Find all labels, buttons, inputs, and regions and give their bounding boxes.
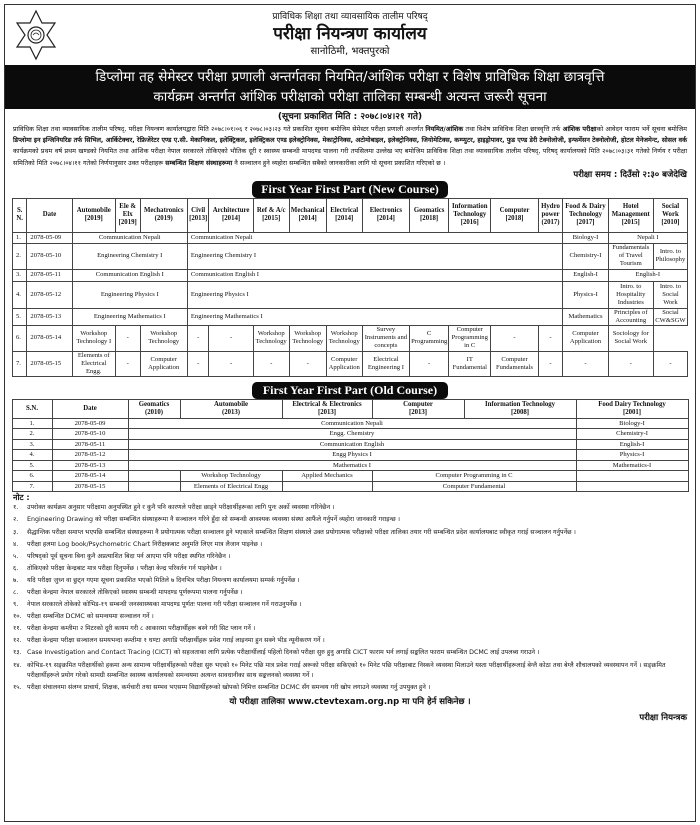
subject-cell: Chemistry-I	[563, 243, 608, 269]
column-header-text: Mechatronics	[143, 207, 184, 215]
subject-cell	[576, 481, 688, 492]
column-header	[538, 198, 563, 232]
column-header	[464, 399, 576, 418]
column-header-text: [2015]	[621, 219, 640, 227]
column-header-text: Architecture	[212, 207, 250, 215]
column-header	[282, 399, 372, 418]
date-cell: 2078-05-09	[27, 232, 72, 243]
subject-cell: Engineering Chemistry I	[72, 243, 187, 269]
column-header-text: Mechanical	[290, 207, 325, 215]
note-item	[13, 552, 687, 563]
column-header	[180, 399, 282, 418]
note-number: ९.	[13, 601, 19, 609]
note-item	[13, 612, 687, 623]
subject-cell: -	[563, 351, 608, 376]
subject-cell: Elements of Electrical Engg.	[72, 351, 115, 376]
subject-cell: Biology-I	[563, 232, 608, 243]
subject-cell: Workshop Technology	[326, 325, 362, 351]
date-cell: 2078-05-14	[52, 471, 128, 482]
note-text: परिषद्को पूर्व सूचना बिना कुनै अप्रत्याशित बिदा पर्न आएमा पनि परीक्षा स्थगित गरिनेछैन ।	[27, 552, 231, 560]
new-course-table	[12, 198, 688, 377]
note-text: परीक्षा सम्बन्धित DCMC को समन्वयमा सञ्चालन गर्ने ।	[27, 613, 154, 621]
column-header-text: [2018]	[505, 215, 524, 223]
sn-cell: 6.	[13, 325, 27, 351]
note-text: परीक्षा केन्द्रमा नेपाल सरकारले तोकिएको स्वास्थ्य सम्बन्धी मापदण्ड पूर्णरूपमा पालना गर्नुपर्नेछ ।	[27, 588, 243, 596]
note-item	[13, 576, 687, 587]
sn-cell: 7.	[12, 481, 52, 492]
subject-cell: Principles of Accounting	[608, 308, 653, 325]
subject-cell: -	[253, 351, 289, 376]
subject-cell: English-I	[608, 269, 687, 281]
column-header-text: Automobile	[76, 207, 111, 215]
table-row	[12, 460, 688, 471]
subject-cell: Social CW&SGW	[655, 308, 686, 324]
new-course-title: First Year First Part (New Course)	[252, 181, 448, 198]
table-row	[12, 450, 688, 461]
column-header	[576, 399, 688, 418]
date-cell: 2078-05-11	[27, 269, 72, 281]
note-number: १४.	[13, 661, 22, 669]
column-header-text: [2016]	[460, 219, 479, 227]
subject-cell: -	[538, 351, 563, 376]
subject-cell: Communication English	[128, 439, 576, 450]
column-header	[115, 198, 140, 232]
column-header	[27, 198, 72, 232]
sn-cell: 5.	[13, 308, 27, 325]
subject-cell: Fundamentals of Travel Tourism	[608, 243, 653, 269]
column-header-text: Hydro	[541, 203, 560, 211]
subject-cell: Communication English I	[72, 269, 187, 281]
note-number: ५.	[13, 552, 19, 560]
table-row	[13, 308, 688, 325]
date-cell: 2078-05-12	[27, 281, 72, 308]
column-header-text: [2017]	[576, 219, 595, 227]
subject-cell: English-I	[576, 439, 688, 450]
column-header-text: Civil	[191, 207, 206, 215]
subject-cell: Biology-I	[576, 418, 688, 429]
nepal-star-emblem-icon	[13, 9, 59, 61]
note-text: तोकिएको परीक्षा केन्द्रबाट मात्र परीक्षा दिनुपर्नेछ । परीक्षा केन्द्र परिवर्तन गर्न पाइनेछैन ।	[27, 564, 222, 572]
column-header-text: N.	[16, 215, 23, 223]
date-cell: 2078-05-15	[27, 351, 72, 376]
sn-cell: 7.	[13, 351, 27, 376]
note-text: परीक्षा केन्द्रमा कम्तीमा २ मिटरको दूरी कायम गरी ८ आकारमा परीक्षार्थीहरू बस्ने गरी सिट प्लान गर्ने ।	[27, 625, 256, 633]
subject-cell: Electrical Engineering I	[362, 351, 409, 376]
note-number: ६.	[13, 564, 19, 572]
note-item	[13, 564, 687, 575]
subject-cell: -	[209, 325, 253, 351]
subject-cell: Chemistry-I	[576, 429, 688, 440]
column-header-text: [2014]	[298, 215, 317, 223]
note-number: १०.	[13, 613, 22, 621]
note-text: परीक्षा हलमा Log book/Psychometric Chart निरीक्षकबाट अनुमति लिएर मात्र लैजान पाइनेछ ।	[27, 540, 263, 548]
subject-cell: -	[410, 351, 449, 376]
column-header-text: Food & Dairy	[565, 203, 606, 211]
date-cell: 2078-05-11	[52, 439, 128, 450]
banner-line-2: कार्यक्रम अन्तर्गत आंशिक परीक्षाको परीक्षा तालिका सम्बन्धी अत्यन्त जरूरी सूचना	[153, 89, 547, 105]
column-header	[491, 198, 538, 232]
signature: परीक्षा नियन्त्रक	[639, 712, 687, 723]
column-header-text: Management	[611, 211, 650, 219]
column-header-text: (2010)	[144, 408, 164, 416]
note-number: ८.	[13, 588, 19, 596]
table-row	[13, 232, 688, 243]
council-name: प्राविधिक शिक्षा तथा व्यावसायिक तालीम परिषद्	[272, 12, 428, 22]
column-header-text: [2019]	[84, 215, 103, 223]
intro-bold: डिप्लोमा इन इन्जिनियरिङ तर्फ सिभिल, आर्किटेक्चर, रेफ्रिजेरेटर एण्ड ए.सी. मेकानिकल, इलेक्ट्रिकल, इलेक्ट्रिकल एण्ड इलेक्ट्रोनिक्स, मेकाट्रोनिक्स, अटोमोबाइल, इलेक्ट्रोनिक्स, जियोमेटिक्स, कम्प्युटर, हाइड्रोपावर, फुड एण्ड डेरी टेक्नोलोजी, इन्फर्मेसन टेक्नोलोजी, होटल मेनेजमेन्ट, सोसल वर्क	[13, 136, 688, 145]
notes-section	[5, 492, 695, 694]
column-header-text: [2010]	[661, 219, 680, 227]
subject-cell	[128, 471, 180, 482]
note-number: १३.	[13, 649, 22, 657]
intro-text: नै सञ्चालन हुने व्यहोरा सम्बन्धित सबैको जानकारीका लागि यो सूचना प्रकाशित गरिएको छ ।	[232, 158, 446, 167]
column-header	[372, 399, 464, 418]
note-number: १.	[13, 504, 19, 512]
office-location: सानोठिमी, भक्तपुरको	[310, 46, 390, 57]
subject-cell: Computer Application	[326, 351, 362, 376]
column-header-text: Date	[42, 211, 57, 219]
subject-cell: -	[608, 351, 653, 376]
column-header-text: Ele &	[119, 203, 137, 211]
notice-header	[5, 5, 695, 65]
table-row	[12, 429, 688, 440]
note-number: ७.	[13, 576, 19, 584]
sn-cell: 2.	[12, 429, 52, 440]
column-header	[128, 399, 180, 418]
subject-cell: Workshop Technology I	[72, 325, 115, 351]
column-header	[13, 198, 27, 232]
subject-cell: Mathematics	[563, 308, 608, 325]
note-item	[13, 636, 687, 647]
intro-paragraph	[5, 124, 695, 169]
subject-cell: Computer Application	[563, 325, 608, 351]
subject-cell: Sociology for Social Work	[608, 325, 653, 351]
note-item	[13, 503, 687, 514]
subject-cell: -	[653, 351, 687, 376]
table-row	[13, 281, 688, 308]
intro-text: तथा विशेष प्राविधिक शिक्षा छात्रवृत्ति तर्फ	[463, 125, 563, 133]
date-cell: 2078-05-10	[52, 429, 128, 440]
column-header-text: Computer	[403, 400, 433, 408]
date-cell: 2078-05-13	[27, 308, 72, 325]
column-header-text: [2013]	[189, 215, 208, 223]
note-text: नेपाल सरकारले तोकेको कोभिड-१९ सम्बन्धी जनस्वास्थ्यका मापदण्ड पूर्णतः पालना गरी परीक्षा सञ्चालन गर्ने गराउनुपर्नेछ ।	[27, 601, 302, 609]
note-text: परीक्षा केन्द्रमा परीक्षा सञ्चालन समयभन्दा कम्तीमा १ घण्टा अगाडि परीक्षार्थीहरू प्रवेश गराई लाइनमा हुन सक्ने भीड न्यूनीकरण गर्ने ।	[27, 637, 325, 645]
subject-cell: -	[289, 351, 326, 376]
note-item	[13, 624, 687, 635]
column-header-text: [2019]	[118, 219, 137, 227]
subject-cell: Computer Fundamentals	[491, 351, 538, 376]
note-text: Engineering Drawing को परीक्षा सम्बन्धित संस्थाहरूमा नै सञ्चालन गरिने हुँदा सो सम्बन्धी आवश्यक व्यवस्था संस्था आफैंले गर्नुपर्ने व्यहोरा जानकारी गराइन्छ ।	[27, 516, 400, 524]
column-header-text: [2001]	[622, 408, 642, 416]
table-row	[12, 418, 688, 429]
table-row	[12, 439, 688, 450]
subject-cell: Communication Nepali	[187, 232, 562, 243]
note-text: सैद्धान्तिक परीक्षा समाप्त भएपछि सम्बन्धित संस्थाहरूमा नै प्रयोगात्मक परीक्षा सञ्चालन हुने भएकाले सम्बन्धित शिक्षण संस्थाले उक्त प्रयोगात्मक परीक्षाको परीक्षा तालिका तयार गरी सम्बन्धित प्रदेश कार्यालयबाट स्वीकृत गराई सञ्चालन गर्नुपर्नेछ ।	[27, 528, 576, 536]
date-cell: 2078-05-13	[52, 460, 128, 471]
subject-cell: Physics-I	[576, 450, 688, 461]
column-header-text: Work	[662, 211, 679, 219]
subject-cell: Workshop Technology	[180, 471, 282, 482]
subject-cell: Computer Programming in C	[449, 325, 491, 351]
subject-cell	[282, 481, 372, 492]
column-header-text: Social	[661, 203, 680, 211]
subject-cell: C Programming	[410, 325, 449, 351]
subject-cell: Engineering Physics I	[72, 281, 187, 308]
column-header	[362, 198, 409, 232]
sn-cell: 2.	[13, 243, 27, 269]
subject-cell: Mathematics I	[128, 460, 576, 471]
subject-cell: IT Fundamental	[449, 351, 491, 376]
column-header-text: S.N.	[25, 404, 39, 412]
column-header-text: Hotel	[622, 203, 639, 211]
subject-cell: Communication Nepali	[128, 418, 576, 429]
column-header-text: Technology	[568, 211, 602, 219]
column-header-text: [2008]	[510, 408, 530, 416]
sn-cell: 5.	[12, 460, 52, 471]
date-cell: 2078-05-09	[52, 418, 128, 429]
column-header-text: (2019)	[154, 215, 173, 223]
subject-cell: Survey Instruments and concepts	[362, 325, 409, 351]
table-row	[12, 471, 688, 482]
note-item	[13, 515, 687, 526]
date-cell: 2078-05-10	[27, 243, 72, 269]
column-header	[253, 198, 289, 232]
date-cell: 2078-05-12	[52, 450, 128, 461]
note-number: १५.	[13, 684, 22, 692]
column-header-text: [2014]	[335, 215, 354, 223]
column-header-text: power	[541, 211, 560, 219]
subject-cell: Communication Nepali	[72, 232, 187, 243]
note-text: यदि परीक्षा जुध्न वा छुट्न गएमा सूचना प्रकाशित भएको मितिले ७ दिनभित्र परीक्षा नियन्त्रण कार्यालयमा सम्पर्क गर्नुपर्नेछ ।	[27, 576, 300, 584]
subject-cell: Nepali I	[608, 232, 687, 243]
subject-cell: Engineering Physics I	[187, 281, 562, 308]
subject-cell: Applied Mechanics	[282, 471, 372, 482]
banner-line-1: डिप्लोमा तह सेमेस्टर परीक्षा प्रणाली अन्तर्गतका नियमित/आंशिक परीक्षा र विशेष प्राविधिक शिक्षा छात्रवृत्ति	[95, 69, 605, 85]
subject-cell: -	[187, 325, 209, 351]
column-header-text: (2013)	[221, 408, 241, 416]
note-item	[13, 528, 687, 539]
exam-time: परीक्षा समय : दिउँसो २:३० बजेदेखि	[573, 169, 687, 180]
subject-cell: English-I	[563, 269, 608, 281]
intro-text: प्राविधिक शिक्षा तथा व्यावसायिक तालीम परिषद्, परीक्षा नियन्त्रण कार्यालयद्वारा मिति २०७८।०१।०६ र २०७८।०३।२३ गते प्रकाशित सूचना बमोजिम सेमेस्टर परीक्षा प्रणाली अन्तर्गत	[13, 125, 426, 133]
column-header-text: (2017)	[541, 219, 560, 227]
column-header-text: Geomatics	[413, 207, 445, 215]
column-header-text: Electrical & Electronics	[292, 400, 362, 408]
subject-cell: Physics-I	[563, 281, 608, 308]
sn-cell: 1.	[12, 418, 52, 429]
column-header-text: [2014]	[222, 215, 241, 223]
sn-cell: 6.	[12, 471, 52, 482]
subject-cell: Engineering Chemistry I	[187, 243, 562, 269]
old-course-title: First Year First Part (Old Course)	[252, 382, 448, 399]
subject-cell: Intro. to Social Work	[653, 281, 687, 308]
table-row	[12, 481, 688, 492]
column-header	[653, 198, 687, 232]
column-header-text: Elx	[122, 211, 133, 219]
old-course-table	[12, 399, 689, 493]
column-header-text: Information Technology	[484, 400, 556, 408]
intro-text: को आवेदन फाराम भर्ने सूचना बमोजिम	[596, 125, 687, 133]
column-header	[12, 399, 52, 418]
column-header-text: Information	[452, 203, 488, 211]
column-header	[209, 198, 253, 232]
subject-cell: -	[209, 351, 253, 376]
column-header	[72, 198, 115, 232]
sn-cell: 3.	[12, 439, 52, 450]
website-note: यो परीक्षा तालिका www.ctevtexam.org.np मा पनि हेर्न सकिनेछ ।	[229, 696, 471, 707]
sn-cell: 4.	[13, 281, 27, 308]
subject-cell	[576, 471, 688, 482]
subject-cell: -	[187, 351, 209, 376]
note-item	[13, 683, 687, 694]
note-number: ३.	[13, 528, 19, 536]
column-header-text: Electronics	[369, 207, 403, 215]
publish-date: (सूचना प्रकाशित मिति : २०७८।०४।२१ गते)	[277, 112, 423, 122]
column-header-text: S.	[16, 207, 23, 215]
column-header-text: Technology	[453, 211, 487, 219]
column-header	[140, 198, 187, 232]
sn-cell: 1.	[13, 232, 27, 243]
column-header	[52, 399, 128, 418]
column-header	[449, 198, 491, 232]
sn-cell: 4.	[12, 450, 52, 461]
column-header-text: Geomatics	[138, 400, 170, 408]
date-cell: 2078-05-14	[27, 325, 72, 351]
column-header	[563, 198, 608, 232]
intro-bold: सम्बन्धित शिक्षण संस्थाहरूमा	[165, 158, 233, 167]
table-row	[13, 243, 688, 269]
note-text: कोभिड-१९ सङ्क्रमित परीक्षार्थीको हकमा अन्य सामान्य परीक्षार्थीहरूको परीक्षा सुरु भएको १० मिनेट पछि मात्र प्रवेश गराई अरूको परीक्षा सकिएको १० मिनेट पछि परीक्षाबाट निस्कने व्यवस्था मिलाउने यस्ता परीक्षार्थीहरूलाई बेग्लै कोठा तथा बेग्लै शौचालयको व्यवस्थापन गर्ने । सङ्क्रमित परीक्षार्थीहरूले प्रयोग गरेको सामग्री सम्बन्धित स्वास्थ्य कार्यालयको समन्वयमा अत्यन्त सावधानीका साथ सङ्कलनको व्यवस्था गर्ने ।	[27, 661, 666, 680]
column-header-text: [2013]	[408, 408, 428, 416]
subject-cell: Intro. to Philosophy	[653, 243, 687, 269]
note-number: २.	[13, 516, 19, 524]
note-item	[13, 661, 687, 682]
subject-cell: Engineering Mathematics I	[72, 308, 187, 325]
note-item	[13, 540, 687, 551]
notice-banner	[5, 65, 695, 109]
column-header	[187, 198, 209, 232]
subject-cell: Elements of Electrical Engg	[180, 481, 282, 492]
column-header-text: [2018]	[420, 215, 439, 223]
subject-cell: -	[115, 351, 140, 376]
subject-cell: Engineering Mathematics I	[187, 308, 562, 325]
column-header-text: Computer	[499, 207, 530, 215]
subject-cell: Intro. to Hospitality Industries	[608, 281, 653, 308]
column-header-text: Food Dairy Technology	[598, 400, 666, 408]
subject-cell: Communication English I	[187, 269, 562, 281]
subject-cell: Engg. Chemistry	[128, 429, 576, 440]
column-header	[326, 198, 362, 232]
subject-cell: Workshop Technology	[140, 325, 187, 351]
subject-cell: -	[115, 325, 140, 351]
subject-cell	[128, 481, 180, 492]
subject-cell: Engg Physics I	[128, 450, 576, 461]
intro-bold: नियमित/आंशिक	[425, 125, 464, 133]
column-header-text: Electrical	[330, 207, 359, 215]
notes-heading: नोट :	[13, 493, 30, 503]
note-number: ११.	[13, 625, 22, 633]
column-header	[608, 198, 653, 232]
note-text: उपरोक्त कार्यक्रम अनुसार परीक्षामा अनुपस्थित हुने र कुनै पनि कारणले परीक्षा छाड्ने परीक्षार्थीहरूका लागि पुनः अर्को व्यवस्था गरिनेछैन ।	[27, 504, 335, 512]
date-cell: 2078-05-15	[52, 481, 128, 492]
column-header-text: Date	[83, 404, 97, 412]
subject-cell: Computer Fundamental	[372, 481, 576, 492]
subject-cell: -	[491, 325, 538, 351]
notice-document	[4, 4, 696, 822]
sn-cell: 3.	[13, 269, 27, 281]
subject-cell: -	[538, 325, 563, 351]
office-title: परीक्षा नियन्त्रण कार्यालय	[273, 24, 427, 44]
column-header-text: Ref & A/c	[256, 207, 286, 215]
intro-text: कार्यक्रमको प्रथम वर्ष प्रथम खण्डको नियमित तथा आंशिक परीक्षा नेपाल सरकारले तोकिएको भौतिक दूरी र स्वास्थ्य सम्बन्धी मापदण्ड पालना गरी तपसिलमा उल्लेख भए बमोजिम प्राविधिक शिक्षा तथा व्यावसायिक तालीम परिषद्, परिषद् कार्यालयको मिति २०७८।०३।३१ गतेको निर्णय र परीक्षा समितिको मिति २०७८।०४।११ गतेको निर्णयानुसार उक्त परीक्षाहरू	[13, 147, 687, 167]
note-text: परीक्षा संचालनमा संलग्न प्राचार्य, शिक्षक, कर्मचारी तथा सम्भव भएसम्म विद्यार्थीहरूको खोपको निमित्त सम्बन्धित DCMC सँग समन्वय गरी खोप लगाउने व्यवस्था गर्नु उपयुक्त हुने ।	[27, 684, 431, 692]
subject-cell: Workshop Technology	[289, 325, 326, 351]
note-text: Case Investigation and Contact Tracing (CICT) को सहजताका लागि प्रत्येक परीक्षार्थीलाई पहिलो दिनको परीक्षा सुरु हुनु अगाडि CICT फाराम भर्न लगाई सङ्कलित फाराम सम्बन्धित DCMC लाई उपलब्ध गराउने ।	[27, 649, 540, 657]
note-item	[13, 600, 687, 611]
column-header-text: [2015]	[262, 215, 281, 223]
column-header-text: Automobile	[214, 400, 248, 408]
subject-cell: Mathematics-I	[576, 460, 688, 471]
column-header-text: [2014]	[376, 215, 395, 223]
subject-cell: Computer Application	[140, 351, 187, 376]
note-item	[13, 648, 687, 659]
note-number: १२.	[13, 637, 22, 645]
table-row	[13, 325, 688, 351]
subject-cell: Computer Programming in C	[372, 471, 576, 482]
note-number: ४.	[13, 540, 19, 548]
table-row	[13, 351, 688, 376]
column-header	[289, 198, 326, 232]
intro-bold: आंशिक परीक्षा	[562, 125, 597, 133]
column-header-text: [2013]	[317, 408, 337, 416]
subject-cell: Workshop Technology	[253, 325, 289, 351]
note-item	[13, 588, 687, 599]
table-row	[13, 269, 688, 281]
column-header	[410, 198, 449, 232]
